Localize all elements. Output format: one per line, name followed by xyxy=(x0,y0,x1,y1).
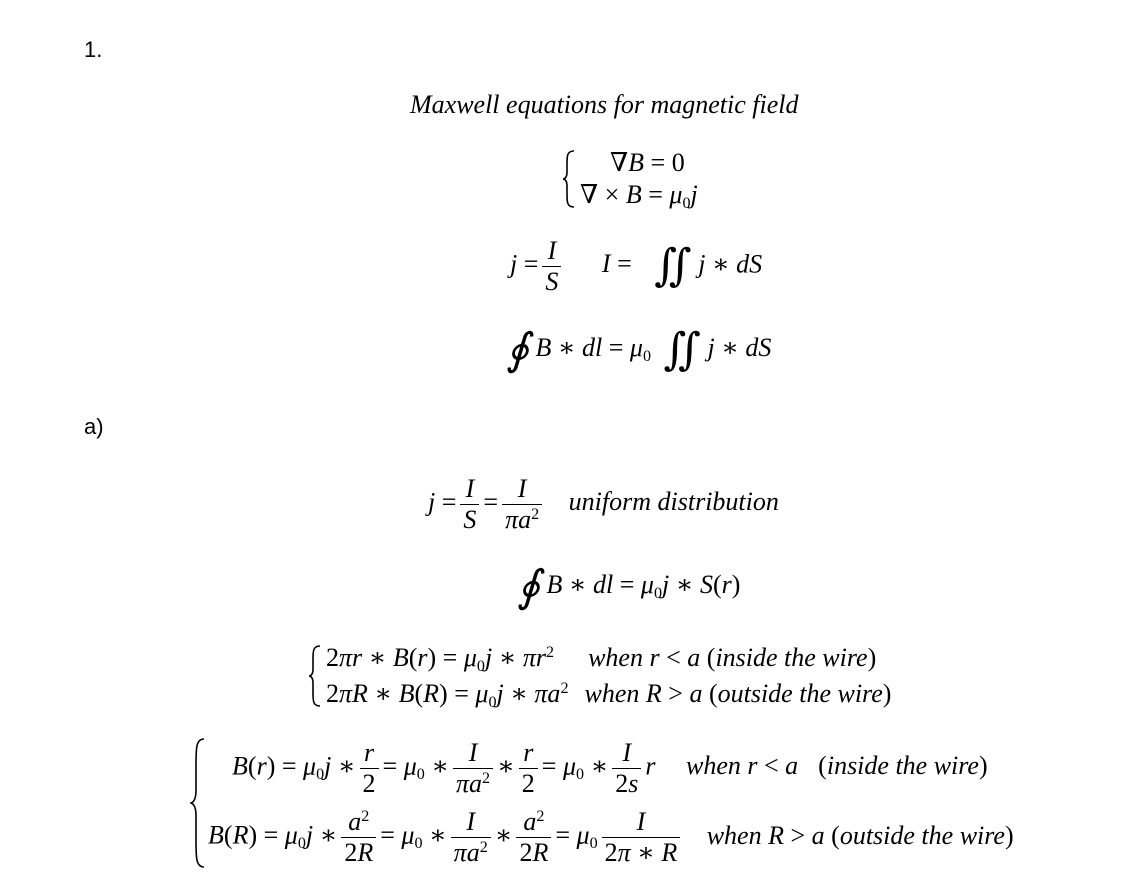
maxwell-heading: Maxwell equations for magnetic field xyxy=(410,90,799,119)
amperes-law-enclosed: ∮ B ∗ dl = $\mu_0j$ ∗ S(r) xyxy=(517,562,741,611)
maxwell-system xyxy=(562,148,698,212)
brace-icon xyxy=(308,645,322,707)
inside-wire-ampere: 2πr ∗ $B(r) = \mu_0j$ ∗ $\pi r^2$ when r < a (inside the wire) xyxy=(326,643,877,675)
field-outside-wire: $B(R) = \mu_0j$ ∗ $\frac{a^2}{2R}$ = $\mu_0$ ∗ $\frac{I}{\pi a^2}$ ∗ $\frac{a^2}{2R}$ = $\mu_0$ $\frac{I}{2\pi ∗ R}$ when R > a (outside the wire) xyxy=(208,807,1014,868)
curl-b-equation: ∇ × $B = \mu_0j$ xyxy=(580,180,698,212)
amperes-law-integral: ∮ B ∗ dl = $\mu_0$ ∬ j ∗ dS xyxy=(506,325,772,374)
problem-number: 1. xyxy=(84,37,103,62)
brace-icon xyxy=(562,150,576,208)
ampere-cases-system xyxy=(308,643,892,711)
field-solution-system xyxy=(190,738,1014,868)
outside-wire-ampere: 2πR ∗ $B(R) = \mu_0j$ ∗ $\pi a^2$ when R > a (outside the wire) xyxy=(326,679,892,711)
uniform-current-density: j = $\frac{I}{S}$ = $\frac{I}{\pi a^2}$ uniform distribution xyxy=(428,474,779,534)
current-density-definition: j = $\frac{I}{S}$ I = ∬ j ∗ dS xyxy=(510,236,763,296)
brace-icon xyxy=(190,738,206,868)
part-a-label: a) xyxy=(84,414,104,439)
field-inside-wire: $B(r) = \mu_0j$ ∗ $\frac{r}{2}$ = $\mu_0$ ∗ $\frac{I}{\pi a^2}$ ∗ $\frac{r}{2}$ = $\mu_0$ ∗ $\frac{I}{2s}$ r when r < a (inside the wire) xyxy=(232,738,988,798)
div-b-equation: ∇B = 0 xyxy=(610,148,685,177)
